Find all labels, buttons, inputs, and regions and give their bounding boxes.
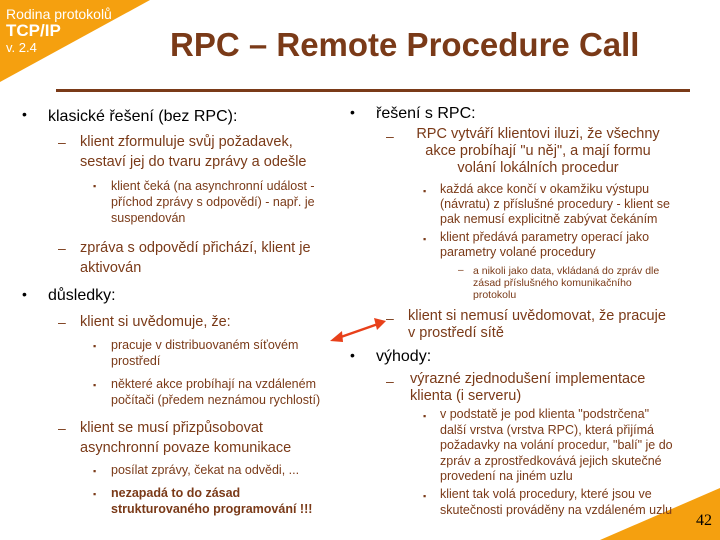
advantages-heading: výhody: (376, 348, 432, 365)
bullet-marker: • (22, 286, 27, 302)
advantage-sub-item-1: v podstatě je pod klienta "podstrčena" další vrstva (vrstva RPC), která přijímá požadavky na volání procedur, "balí" je do zpráv a zprostředkovává jejich skutečné provedení na jiném uzlu (440, 407, 673, 483)
bullet-marker: • (350, 104, 355, 120)
rpc-heading: řešení s RPC: (376, 105, 476, 122)
rpc-sub-sub-item: a nikoli jako data, vkládaná do zpráv dle zásad příslušného komunikačního protokolu (473, 265, 660, 301)
classic-sub-item: klient čeká (na asynchronní událost - příchod zprávy s odpovědí) - např. je suspendován (111, 179, 315, 225)
rpc-sub-item-1: každá akce končí v okamžiku výstupu (návratu) z příslušné procedury - klient se pak nemusí explicitně zabývat čekáním (440, 182, 670, 226)
series-family: Rodina protokolů (6, 6, 112, 22)
dash-marker: – (386, 310, 394, 326)
consequence-item-2: klient se musí přizpůsobovat asynchronní povaze komunikace (80, 420, 292, 456)
sub-bullet-marker: ▪ (93, 341, 97, 351)
consequence-sub-item-4: nezapadá to do zásad strukturovaného programování !!! (111, 486, 313, 516)
sub-bullet-marker: ▪ (423, 234, 427, 244)
dash-marker: – (58, 134, 66, 150)
consequence-sub-item-2: některé akce probíhají na vzdáleném počítači (předem neznámou rychlostí) (111, 377, 321, 407)
dash-marker: – (58, 420, 66, 436)
advantage-sub-item-2: klient tak volá procedury, které jsou ve skutečnosti prováděny na vzdáleném uzlu (440, 487, 673, 517)
bullet-marker: • (22, 106, 27, 122)
dash-marker: – (386, 373, 394, 389)
sub-bullet-marker: ▪ (93, 181, 97, 191)
consequence-sub-item-3: posílat zprávy, čekat na odvědi, ... (111, 463, 300, 477)
classic-item-1: klient zformuluje svůj požadavek, sestaví jej do tvaru zprávy a odešle (80, 134, 307, 170)
dash-marker: – (58, 314, 66, 330)
rpc-sub-item-2: klient předává parametry operací jako parametry volané procedury (440, 230, 650, 259)
slide-title: RPC – Remote Procedure Call (170, 26, 640, 63)
sub-bullet-marker: ▪ (93, 489, 97, 499)
dash-marker: – (386, 128, 394, 144)
rpc-item-1: RPC vytváří klientovi iluzi, že všechny akce probíhají "u něj", a mají formu volání lokálních procedur (416, 126, 660, 176)
consequence-sub-item-1: pracuje v distribuovaném síťovém prostředí (111, 338, 299, 368)
consequences-heading: důsledky: (48, 287, 116, 304)
sub-bullet-marker: ▪ (93, 380, 97, 390)
consequence-item-1: klient si uvědomuje, že: (80, 314, 231, 330)
dash-marker: – (458, 265, 464, 276)
page-number: 42 (696, 512, 712, 529)
sub-bullet-marker: ▪ (93, 466, 97, 476)
series-version: v. 2.4 (6, 40, 37, 55)
sub-bullet-marker: ▪ (423, 411, 427, 421)
sub-bullet-marker: ▪ (423, 491, 427, 501)
advantage-item-1: výrazné zjednodušení implementace klienta (i serveru) (410, 371, 646, 404)
series-protocol: TCP/IP (6, 21, 61, 40)
classic-item-2: zpráva s odpovědí přichází, klient je aktivován (80, 240, 311, 276)
sub-bullet-marker: ▪ (423, 186, 427, 196)
dash-marker: – (58, 240, 66, 256)
rpc-item-2: klient si nemusí uvědomovat, že pracuje v prostředí sítě (408, 308, 666, 341)
classic-heading: klasické řešení (bez RPC): (48, 108, 238, 125)
bullet-marker: • (350, 347, 355, 363)
